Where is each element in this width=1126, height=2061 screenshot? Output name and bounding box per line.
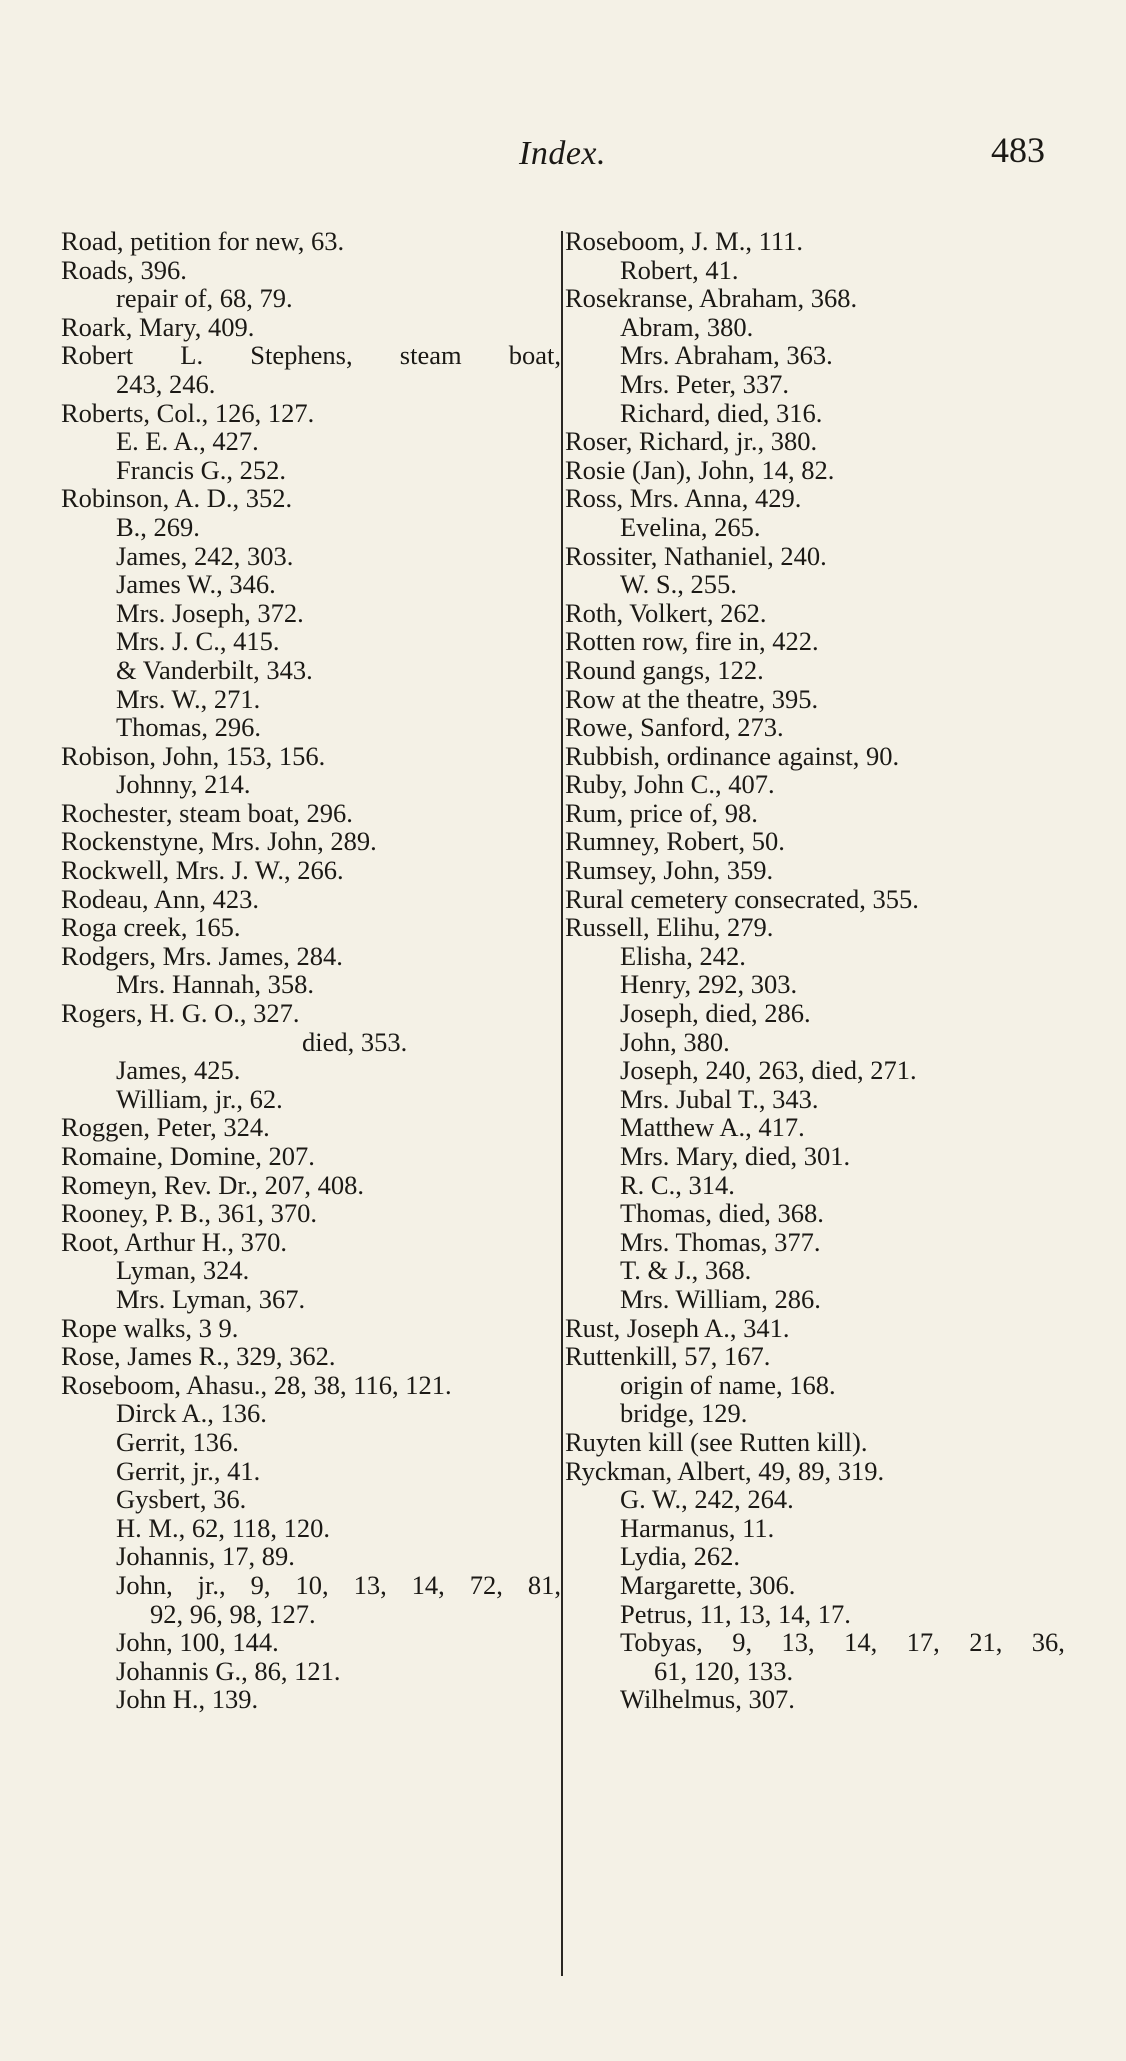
index-subentry: Gysbert, 36. — [116, 1484, 247, 1515]
index-entry: Rumsey, John, 359. — [565, 855, 774, 886]
index-subentry: Henry, 292, 303. — [620, 969, 798, 1000]
index-subentry: James W., 346. — [116, 569, 276, 600]
index-subentry: Thomas, 296. — [116, 712, 261, 743]
page-title: Index. — [519, 135, 607, 172]
index-subentry: Harmanus, 11. — [620, 1512, 775, 1543]
index-subentry: Mrs. Hannah, 358. — [116, 969, 314, 1000]
index-subentry: Johnny, 214. — [116, 769, 251, 800]
index-subentry: Richard, died, 316. — [620, 397, 823, 428]
index-subentry: Mrs. Joseph, 372. — [116, 597, 304, 628]
index-subentry: Johannis G., 86, 121. — [116, 1655, 341, 1686]
index-subentry: W. S., 255. — [620, 569, 737, 600]
index-entry: Rowe, Sanford, 273. — [565, 712, 784, 743]
index-entry: Rum, price of, 98. — [565, 797, 758, 828]
running-head — [0, 130, 1126, 185]
index-subentry: Mrs. Peter, 337. — [620, 368, 789, 399]
index-subentry: Gerrit, jr., 41. — [116, 1455, 261, 1486]
column-divider — [561, 231, 563, 1976]
index-column-left — [61, 227, 561, 1714]
index-subentry: H. M., 62, 118, 120. — [116, 1512, 330, 1543]
index-entry: Roseboom, Ahasu., 28, 38, 116, 121. — [61, 1369, 452, 1400]
index-subentry: Margarette, 306. — [620, 1569, 796, 1600]
index-subentry: bridge, 129. — [620, 1398, 748, 1429]
index-entry: Ryckman, Albert, 49, 89, 319. — [565, 1455, 885, 1486]
index-subentry: 243, 246. — [116, 368, 216, 399]
index-entry: Roth, Volkert, 262. — [565, 597, 767, 628]
index-subentry: Mrs. Lyman, 367. — [116, 1283, 306, 1314]
index-subentry: Wilhelmus, 307. — [620, 1684, 795, 1715]
index-entry: Robison, John, 153, 156. — [61, 740, 326, 771]
index-subentry: origin of name, 168. — [620, 1369, 836, 1400]
index-subentry: Abram, 380. — [620, 311, 754, 342]
index-subentry: Matthew A., 417. — [620, 1112, 805, 1143]
index-entry: Robinson, A. D., 352. — [61, 483, 293, 514]
index-subentry: Mrs. William, 286. — [620, 1283, 821, 1314]
index-subentry: 92, 96, 98, 127. — [150, 1598, 316, 1629]
index-subentry: Petrus, 11, 13, 14, 17. — [620, 1598, 851, 1629]
index-subentry: Mrs. J. C., 415. — [116, 626, 280, 657]
index-subentry: 61, 120, 133. — [654, 1655, 794, 1686]
index-entry: Rossiter, Nathaniel, 240. — [565, 540, 827, 571]
index-subentry: E. E. A., 427. — [116, 426, 259, 457]
index-entry: Round gangs, 122. — [565, 654, 764, 685]
index-subentry: Mrs. Abraham, 363. — [620, 340, 833, 371]
index-entry: Roser, Richard, jr., 380. — [565, 426, 818, 457]
index-entry: Rural cemetery consecrated, 355. — [565, 883, 919, 914]
index-subentry: Evelina, 265. — [620, 511, 761, 542]
index-entry: Roga creek, 165. — [61, 912, 241, 943]
index-subentry: B., 269. — [116, 511, 200, 542]
index-entry: Roads, 396. — [61, 254, 187, 285]
index-entry: Rogers, H. G. O., 327. — [61, 998, 300, 1029]
index-entry: Romeyn, Rev. Dr., 207, 408. — [61, 1169, 365, 1200]
index-entry: Root, Arthur H., 370. — [61, 1226, 287, 1257]
index-entry: Rubbish, ordinance against, 90. — [565, 740, 900, 771]
index-entry: Rodeau, Ann, 423. — [61, 883, 259, 914]
index-subentry: Mrs. Thomas, 377. — [620, 1226, 821, 1257]
index-entry: Russell, Elihu, 279. — [565, 912, 774, 943]
index-subentry: Mrs. Jubal T., 343. — [620, 1083, 819, 1114]
index-subentry: Thomas, died, 368. — [620, 1198, 824, 1229]
index-subentry: John H., 139. — [116, 1684, 259, 1715]
index-subentry: Lyman, 324. — [116, 1255, 250, 1286]
index-entry: Rodgers, Mrs. James, 284. — [61, 940, 343, 971]
index-subentry: Joseph, died, 286. — [620, 998, 811, 1029]
index-subentry: John, 100, 144. — [116, 1627, 279, 1658]
index-entry: Rochester, steam boat, 296. — [61, 797, 353, 828]
index-entry: Rust, Joseph A., 341. — [565, 1312, 790, 1343]
index-entry: Ruttenkill, 57, 167. — [565, 1341, 771, 1372]
index-entry: Rosekranse, Abraham, 368. — [565, 283, 858, 314]
index-subentry: Dirck A., 136. — [116, 1398, 267, 1429]
index-subentry: James, 425. — [116, 1055, 241, 1086]
index-entry: Rope walks, 3 9. — [61, 1312, 239, 1343]
index-entry: Rosie (Jan), John, 14, 82. — [565, 454, 835, 485]
index-entry: Rumney, Robert, 50. — [565, 826, 785, 857]
index-entry: Ruby, John C., 407. — [565, 769, 775, 800]
index-subentry: G. W., 242, 264. — [620, 1484, 794, 1515]
index-subentry: Lydia, 262. — [620, 1541, 740, 1572]
index-subentry: John, 380. — [620, 1026, 730, 1057]
index-entry: Romaine, Domine, 207. — [61, 1141, 315, 1171]
index-entry: Rockwell, Mrs. J. W., 266. — [61, 855, 344, 886]
index-entry: Robert L. Stephens, steam boat, — [61, 340, 561, 371]
index-entry: Ruyten kill (see Rutten kill). — [565, 1426, 868, 1457]
index-subentry: died, 353. — [302, 1026, 408, 1057]
index-subentry: Mrs. W., 271. — [116, 683, 261, 714]
index-entry: Rotten row, fire in, 422. — [565, 626, 819, 657]
index-subentry: R. C., 314. — [620, 1169, 735, 1200]
index-subentry: repair of, 68, 79. — [116, 283, 293, 314]
index-subentry: William, jr., 62. — [116, 1083, 283, 1114]
index-entry: Roseboom, J. M., 111. — [565, 226, 804, 256]
index-subentry: Robert, 41. — [620, 254, 739, 285]
index-subentry: T. & J., 368. — [620, 1255, 752, 1286]
index-subentry: & Vanderbilt, 343. — [116, 654, 313, 685]
index-entry: Row at the theatre, 395. — [565, 683, 819, 714]
index-subentry: John, jr., 9, 10, 13, 14, 72, 81, — [116, 1569, 561, 1600]
index-entry: Rooney, P. B., 361, 370. — [61, 1198, 317, 1229]
index-subentry: James, 242, 303. — [116, 540, 294, 571]
index-entry: Roggen, Peter, 324. — [61, 1112, 270, 1143]
index-subentry: Joseph, 240, 263, died, 271. — [620, 1055, 917, 1086]
index-entry: Rose, James R., 329, 362. — [61, 1341, 336, 1372]
index-subentry: Elisha, 242. — [620, 940, 746, 971]
index-entry: Roark, Mary, 409. — [61, 311, 255, 342]
index-entry: Ross, Mrs. Anna, 429. — [565, 483, 802, 514]
index-subentry: Tobyas, 9, 13, 14, 17, 21, 36, — [620, 1627, 1065, 1658]
index-column-right — [565, 227, 1065, 1714]
index-entry: Roberts, Col., 126, 127. — [61, 397, 315, 428]
index-subentry: Johannis, 17, 89. — [116, 1541, 295, 1572]
index-subentry: Gerrit, 136. — [116, 1426, 239, 1457]
index-subentry: Mrs. Mary, died, 301. — [620, 1141, 851, 1171]
index-subentry: Francis G., 252. — [116, 454, 287, 485]
index-entry: Road, petition for new, 63. — [61, 226, 345, 256]
index-entry: Rockenstyne, Mrs. John, 289. — [61, 826, 377, 857]
page-number: 483 — [991, 130, 1045, 170]
